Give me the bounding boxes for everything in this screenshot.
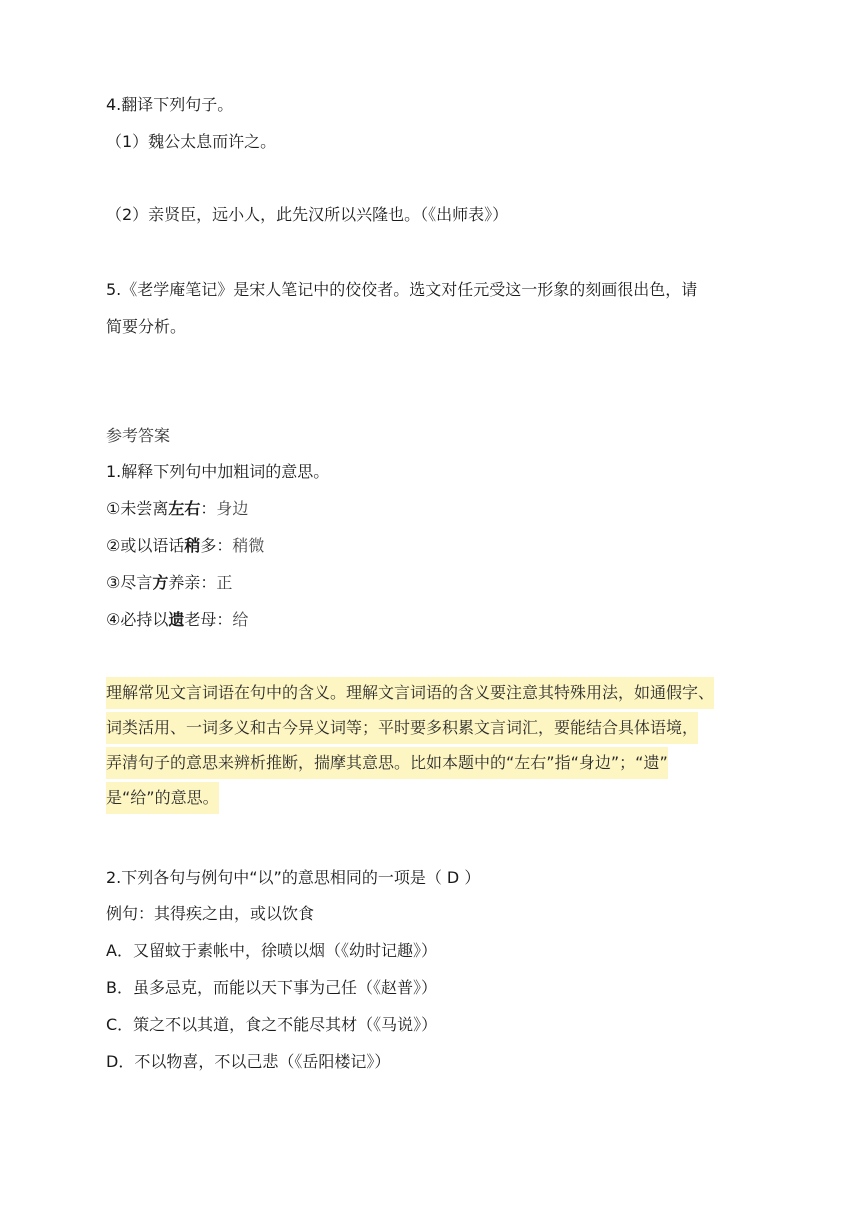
analysis-line: 理解常见文言词语在句中的含义。理解文言词语的含义要注意其特殊用法，如通假字、 — [106, 677, 714, 709]
item-answer: 正 — [216, 573, 233, 592]
answer-2-example: 例句：其得疾之由，或以饮食 — [106, 904, 315, 923]
answer-1-item — [106, 609, 248, 631]
answers-heading: 参考答案 — [106, 426, 171, 445]
item-number: ④ — [106, 610, 121, 629]
answer-1-title: 1.解释下列句中加粗词的意思。 — [106, 462, 330, 481]
answer-1-item — [106, 572, 232, 594]
answer-2-title: 2.下列各句与例句中“以”的意思相同的一项是（ D ） — [106, 868, 481, 887]
question-5-line-2: 简要分析。 — [106, 317, 187, 336]
analysis-line: 词类活用、一词多义和古今异义词等；平时要多积累文言词汇，要能结合具体语境， — [106, 712, 698, 744]
analysis-line: 弄清句子的意思来辨析推断，揣摩其意思。比如本题中的“左右”指“身边”；“遗” — [106, 747, 668, 779]
answer-2-option-a: A．又留蚊于素帐中，徐喷以烟（《幼时记趣》） — [106, 941, 437, 960]
item-prefix: 必持以 — [120, 610, 169, 629]
item-bold-word: 左右 — [168, 499, 201, 518]
item-answer: 稍微 — [232, 536, 265, 555]
question-4-title: 4.翻译下列句子。 — [106, 95, 234, 114]
item-number: ① — [106, 499, 121, 518]
item-number: ② — [106, 536, 121, 555]
question-4-sentence-1: （1）魏公太息而许之。 — [106, 132, 277, 151]
item-suffix: 多： — [200, 536, 233, 555]
answer-2-option-b: B．虽多忌克，而能以天下事为己任（《赵普》） — [106, 978, 437, 997]
item-suffix: 老母： — [184, 610, 233, 629]
answer-1-item — [106, 498, 248, 520]
item-prefix: 尽言 — [120, 573, 153, 592]
answer-2-option-d: D．不以物喜，不以己悲（《岳阳楼记》） — [106, 1052, 391, 1071]
question-4-sentence-2: （2）亲贤臣，远小人，此先汉所以兴隆也。（《出师表》） — [106, 205, 509, 224]
item-prefix: 或以语话 — [120, 536, 185, 555]
question-5-line-1: 5.《老学庵笔记》是宋人笔记中的佼佼者。选文对任元受这一形象的刻画很出色，请 — [106, 280, 698, 299]
answer-2-option-c: C．策之不以其道，食之不能尽其材（《马说》） — [106, 1015, 438, 1034]
answer-1-item — [106, 535, 264, 557]
analysis-line: 是“给”的意思。 — [106, 782, 219, 814]
item-number: ③ — [106, 573, 121, 592]
item-bold-word: 稍 — [184, 536, 201, 555]
item-bold-word: 方 — [152, 573, 169, 592]
item-answer: 身边 — [216, 499, 249, 518]
item-bold-word: 遗 — [168, 610, 185, 629]
item-suffix: ： — [200, 499, 217, 518]
item-suffix: 养亲： — [168, 573, 217, 592]
item-answer: 给 — [232, 610, 249, 629]
item-prefix: 未尝离 — [120, 499, 169, 518]
